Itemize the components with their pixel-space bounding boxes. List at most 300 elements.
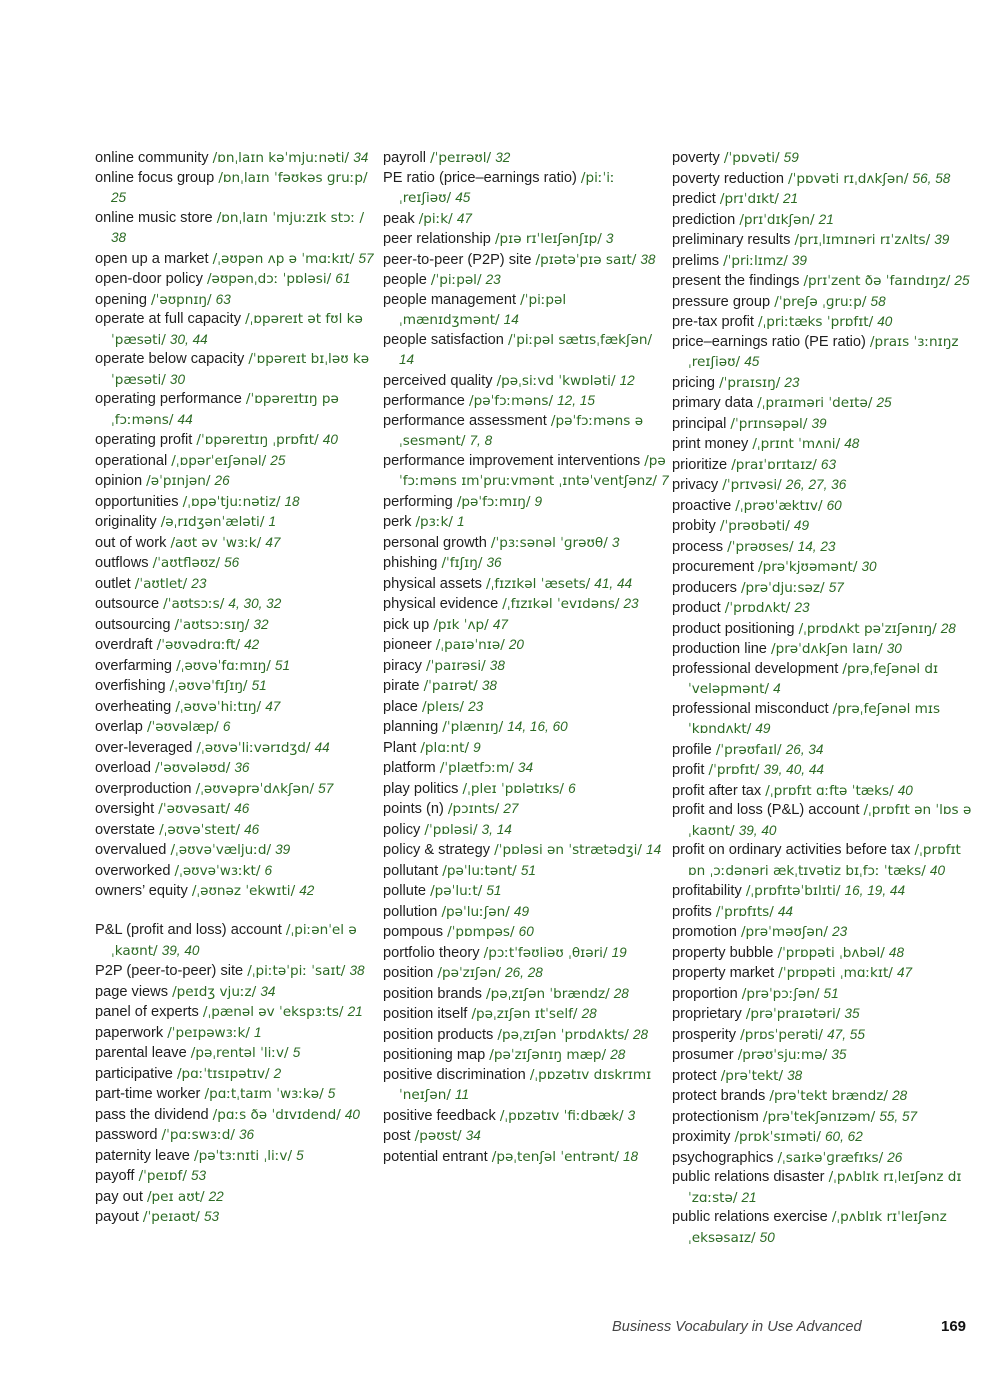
entry-unit-numbers: 51: [823, 985, 839, 1001]
index-entry: [95, 533, 383, 554]
entry-unit-numbers: 49: [793, 518, 810, 533]
index-entry: [95, 169, 383, 209]
entry-unit-numbers: 38: [481, 678, 497, 693]
entry-headword: professional misconduct: [672, 700, 829, 717]
entry-pronunciation: /piːk/: [418, 210, 453, 227]
entry-unit-numbers: 47: [265, 698, 281, 714]
entry-pronunciation: /pəˌzɪʃən ɪtˈself/: [471, 1006, 578, 1022]
index-entry: [95, 512, 383, 533]
entry-pronunciation: /ˈprɒfɪts/: [715, 903, 774, 920]
entry-unit-numbers: 32: [495, 150, 511, 165]
index-entry: [672, 434, 972, 455]
entry-unit-numbers: 34: [353, 150, 369, 165]
index-entry: [383, 533, 671, 554]
entry-headword: play politics: [383, 780, 459, 797]
entry-headword: potential entrant: [383, 1148, 488, 1165]
entry-unit-numbers: 51: [274, 657, 291, 673]
index-entry: [672, 881, 972, 902]
index-entry: [383, 615, 671, 636]
entry-unit-numbers: 12, 15: [557, 393, 595, 408]
index-entry: [95, 1187, 383, 1208]
entry-unit-numbers: 3, 14: [481, 821, 512, 837]
entry-unit-numbers: 47: [896, 965, 913, 980]
index-entry: [672, 1168, 972, 1208]
entry-pronunciation: /ɒnˌlaɪn ˈfəʊkəs ɡruːp/: [218, 169, 368, 186]
entry-headword: operating performance: [95, 391, 242, 407]
entry-pronunciation: /pɪk ˈʌp/: [433, 616, 489, 633]
entry-headword: producers: [672, 579, 737, 596]
index-entry: [383, 676, 671, 697]
entry-headword: pollutant: [383, 862, 439, 879]
index-entry: [95, 209, 383, 249]
entry-pronunciation: /ˌpleɪ ˈpɒlətɪks/: [462, 780, 565, 797]
entry-headword: opinion: [95, 473, 143, 489]
entry-pronunciation: /prəˈpraɪətəri/: [745, 1006, 841, 1022]
entry-headword: open-door policy: [95, 271, 203, 287]
entry-headword: payout: [95, 1209, 139, 1225]
entry-unit-numbers: 51: [251, 678, 267, 693]
entry-unit-numbers: 4: [773, 681, 781, 696]
entry-pronunciation: /ˈplænɪŋ/: [442, 719, 504, 735]
entry-headword: pirate: [383, 678, 420, 694]
entry-unit-numbers: 39: [811, 415, 827, 431]
entry-headword: peak: [383, 210, 415, 227]
entry-headword: proactive: [672, 497, 732, 514]
entry-headword: oversight: [95, 801, 155, 817]
index-entry: [95, 350, 383, 390]
entry-headword: online focus group: [95, 169, 215, 186]
index-column-2: [383, 148, 671, 1167]
entry-unit-numbers: 1: [457, 514, 465, 529]
entry-pronunciation: /ˈpeɪpəwɜːk/: [167, 1024, 250, 1041]
entry-headword: price–earnings ratio (PE ratio): [672, 333, 866, 350]
entry-pronunciation: /ˌpɒzətɪv dɪskrɪmɪˈneɪʃən/: [399, 1066, 652, 1103]
index-entry: [672, 251, 972, 272]
index-entry: [95, 861, 383, 882]
entry-headword: pay out: [95, 1188, 143, 1205]
entry-unit-numbers: 28: [613, 985, 629, 1001]
entry-headword: product: [672, 600, 721, 616]
entry-headword: piracy: [383, 657, 422, 674]
entry-headword: procurement: [672, 559, 754, 575]
index-entry: [95, 1166, 383, 1187]
index-entry: [383, 452, 671, 492]
entry-unit-numbers: 56: [224, 555, 240, 570]
entry-unit-numbers: 39, 40, 44: [763, 762, 824, 777]
index-entry: [672, 1004, 972, 1025]
entry-pronunciation: /pəˌzɪʃən ˈbrændz/: [486, 985, 610, 1002]
entry-pronunciation: /ˈɒpəreɪt bɪˌləʊ kəˈpæsəti/: [111, 351, 370, 388]
entry-pronunciation: /ˌpʌblɪk rɪˌleɪʃənz dɪˈzɑːstə/: [688, 1169, 962, 1206]
index-entry: [95, 148, 383, 169]
index-entry: [95, 1064, 383, 1085]
entry-unit-numbers: 32: [253, 616, 269, 632]
entry-pronunciation: /prəˌfeʃənəl dɪˈveləpmənt/: [688, 660, 939, 697]
entry-headword: profile: [672, 741, 712, 758]
entry-headword: pompous: [383, 924, 444, 940]
entry-pronunciation: /pɪətəˈpɪə saɪt/: [535, 251, 637, 268]
index-entry: [95, 451, 383, 472]
entry-headword: present the findings: [672, 273, 800, 289]
index-entry: [672, 537, 972, 558]
entry-unit-numbers: 26, 27, 36: [785, 477, 847, 492]
index-entry: [95, 799, 383, 820]
entry-unit-numbers: 20: [508, 637, 524, 652]
entry-headword: overdraft: [95, 637, 153, 653]
entry-headword: protectionism: [672, 1108, 759, 1125]
index-entry: [672, 1148, 972, 1169]
entry-unit-numbers: 57: [358, 250, 374, 266]
entry-unit-numbers: 23: [784, 374, 800, 390]
entry-pronunciation: /ˌəʊvəˈwɜːkt/: [174, 862, 261, 879]
index-entry: [672, 1066, 972, 1087]
index-entry: [383, 758, 671, 779]
entry-headword: PE ratio (price–earnings ratio): [383, 169, 577, 186]
entry-pronunciation: /ˈplætfɔːm/: [439, 760, 514, 776]
entry-pronunciation: /ˈɒpəreɪtɪŋ pəˌfɔːməns/: [111, 391, 339, 428]
index-entry: [672, 373, 972, 394]
entry-pronunciation: /pɔːtˈfəʊliəʊ ˌθɪəri/: [483, 944, 608, 961]
entry-pronunciation: /aʊt əv ˈwɜːk/: [170, 534, 262, 551]
entry-unit-numbers: 28: [632, 1026, 649, 1042]
section-gap: [95, 902, 383, 922]
entry-pronunciation: /ˈpeɪaʊt/: [142, 1209, 200, 1225]
entry-unit-numbers: 38: [489, 657, 505, 673]
index-entry: [383, 1045, 671, 1066]
index-entry: [95, 1023, 383, 1044]
index-entry: [95, 758, 383, 779]
index-entry: [672, 557, 972, 578]
entry-pronunciation: /ˌɒpəˈtjuːnətiz/: [182, 493, 281, 510]
entry-headword: positioning map: [383, 1047, 486, 1063]
entry-pronunciation: /ɒnˌlaɪn kəˈmjuːnəti/: [212, 150, 350, 166]
index-entry: [95, 574, 383, 595]
entry-headword: perceived quality: [383, 372, 493, 389]
entry-headword: part-time worker: [95, 1086, 201, 1102]
entry-unit-numbers: 35: [831, 1047, 847, 1062]
entry-headword: portfolio theory: [383, 944, 480, 961]
entry-pronunciation: /ˈprɒdʌkt/: [724, 600, 791, 616]
entry-unit-numbers: 42: [244, 637, 260, 652]
entry-unit-numbers: 26, 28: [505, 965, 543, 980]
entry-headword: operate at full capacity: [95, 311, 242, 327]
entry-pronunciation: /ˌpʌblɪk rɪˈleɪʃənz ˌeksəsaɪz/: [688, 1209, 947, 1246]
entry-unit-numbers: 48: [844, 436, 860, 451]
index-entry: [95, 697, 383, 718]
entry-pronunciation: /pəˈfɔːməns ɪmˈpruːvmənt ˌɪntəˈventʃənz/: [399, 452, 666, 489]
entry-headword: opportunities: [95, 493, 179, 510]
index-entry: [672, 963, 972, 984]
index-entry: [383, 820, 671, 841]
entry-pronunciation: /əʊpənˌdɔː ˈpɒləsi/: [206, 271, 332, 287]
index-entry: [95, 594, 383, 615]
index-entry: [383, 229, 671, 250]
entry-headword: people management: [383, 291, 517, 308]
entry-pronunciation: /pəˌrentəl ˈliːv/: [190, 1045, 289, 1061]
entry-unit-numbers: 16, 19, 44: [844, 883, 905, 898]
entry-pronunciation: /pəˌsiːvd ˈkwɒləti/: [496, 372, 616, 389]
entry-headword: product positioning: [672, 620, 795, 637]
entry-headword: outlet: [95, 575, 131, 592]
entry-unit-numbers: 36: [238, 1127, 255, 1142]
entry-pronunciation: /ˈpaɪrət/: [423, 678, 478, 694]
entry-headword: opening: [95, 291, 147, 308]
entry-headword: process: [672, 538, 724, 555]
entry-unit-numbers: 7: [661, 473, 669, 488]
entry-pronunciation: /ˈpraɪsɪŋ/: [719, 374, 781, 391]
entry-headword: prosumer: [672, 1047, 734, 1063]
index-entry: [383, 799, 671, 820]
entry-unit-numbers: 30: [886, 641, 902, 656]
index-entry: [672, 619, 972, 640]
entry-pronunciation: /ˌpænəl əv ˈekspɜːts/: [202, 1004, 344, 1020]
entry-pronunciation: /prɪˌlɪmɪnəri rɪˈzʌlts/: [794, 232, 931, 248]
entry-headword: poverty: [672, 150, 720, 166]
entry-headword: payroll: [383, 150, 426, 166]
entry-headword: pick up: [383, 616, 430, 633]
entry-headword: open up a market: [95, 250, 209, 267]
entry-unit-numbers: 49: [513, 903, 530, 919]
entry-unit-numbers: 1: [268, 514, 277, 529]
entry-unit-numbers: 47, 55: [827, 1026, 865, 1042]
entry-headword: pressure group: [672, 293, 771, 310]
entry-pronunciation: /pleɪs/: [421, 698, 465, 715]
entry-pronunciation: /ˌəʊvəˈfɑːmɪŋ/: [176, 657, 271, 674]
index-entry: [95, 269, 383, 290]
entry-unit-numbers: 44: [177, 411, 193, 427]
entry-pronunciation: /ˈpɑːswɜːd/: [161, 1127, 235, 1143]
entry-pronunciation: /ˌɒpərˈeɪʃənəl/: [171, 452, 267, 469]
entry-headword: pioneer: [383, 637, 432, 653]
entry-unit-numbers: 44: [777, 903, 793, 919]
entry-unit-numbers: 28: [892, 1088, 908, 1103]
entry-unit-numbers: 6: [222, 719, 231, 734]
index-entry: [383, 656, 671, 677]
entry-pronunciation: /ˌpaɪəˈnɪə/: [435, 637, 505, 653]
index-entry: [95, 492, 383, 513]
entry-headword: predict: [672, 191, 716, 207]
entry-unit-numbers: 26: [887, 1149, 903, 1165]
index-entry: [95, 982, 383, 1003]
entry-headword: physical assets: [383, 575, 482, 592]
index-entry: [383, 391, 671, 412]
entry-pronunciation: /ˈəʊvəlæp/: [146, 719, 219, 735]
entry-unit-numbers: 25: [111, 190, 127, 205]
entry-pronunciation: /ˈprɪvəsi/: [722, 477, 782, 493]
entry-unit-numbers: 39: [791, 252, 807, 268]
index-entry: [383, 1126, 671, 1147]
entry-headword: people satisfaction: [383, 331, 504, 348]
entry-headword: proximity: [672, 1129, 731, 1145]
entry-pronunciation: /prəˈpɔːʃən/: [741, 985, 820, 1002]
entry-unit-numbers: 28: [610, 1047, 626, 1062]
index-entry: [672, 740, 972, 761]
index-entry: [95, 249, 383, 270]
entry-headword: position brands: [383, 985, 482, 1002]
entry-unit-numbers: 39: [934, 232, 950, 247]
entry-pronunciation: /ˈprɒpəti ˌmɑːkɪt/: [778, 965, 893, 981]
entry-headword: physical evidence: [383, 596, 499, 612]
entry-unit-numbers: 28: [581, 1006, 597, 1021]
entry-headword: profit on ordinary activities before tax: [672, 842, 911, 858]
entry-unit-numbers: 21: [818, 211, 834, 227]
entry-pronunciation: /pɜːk/: [415, 514, 453, 530]
index-entry: [672, 1045, 972, 1066]
entry-headword: prediction: [672, 211, 736, 228]
entry-pronunciation: /ˌpiːtəˈpiː ˈsaɪt/: [247, 963, 346, 979]
entry-pronunciation: /prəˈtekʃənɪzəm/: [762, 1108, 876, 1125]
entry-headword: points (n): [383, 801, 444, 817]
index-column-3: [672, 148, 972, 1248]
entry-headword: online community: [95, 150, 209, 166]
entry-unit-numbers: 40: [322, 432, 338, 447]
index-entry: [95, 717, 383, 738]
entry-headword: overproduction: [95, 780, 192, 797]
entry-pronunciation: /ˌpɒzətɪv ˈfiːdbæk/: [499, 1107, 624, 1124]
entry-pronunciation: /əˌrɪdʒənˈæləti/: [160, 514, 265, 530]
entry-headword: primary data: [672, 395, 754, 411]
entry-pronunciation: /peɪdʒ vjuːz/: [172, 983, 257, 1000]
entry-unit-numbers: 49: [755, 721, 771, 736]
entry-unit-numbers: 6: [568, 780, 576, 796]
entry-pronunciation: /pɑːˈtɪsɪpətɪv/: [176, 1065, 270, 1082]
entry-headword: overheating: [95, 698, 172, 715]
index-entry: [95, 310, 383, 350]
footer-page-number: 169: [941, 1318, 967, 1335]
entry-unit-numbers: 7, 8: [469, 433, 493, 448]
index-entry: [672, 1086, 972, 1107]
entry-headword: property market: [672, 965, 775, 981]
entry-pronunciation: /ˈprɒpəti ˌbʌbəl/: [777, 944, 885, 961]
entry-unit-numbers: 34: [465, 1128, 481, 1143]
index-entry: [95, 1043, 383, 1064]
index-entry: [383, 1025, 671, 1046]
entry-pronunciation: /ˈpiːpəl ˌmænɪdʒmənt/: [399, 291, 567, 328]
entry-headword: panel of experts: [95, 1004, 199, 1020]
entry-headword: page views: [95, 983, 169, 1000]
index-entry: [383, 635, 671, 656]
entry-pronunciation: /prɪˈzent ðə ˈfaɪndɪŋz/: [803, 273, 951, 289]
entry-headword: privacy: [672, 477, 719, 493]
entry-pronunciation: /ˌprɒdʌkt pəˈzɪʃənɪŋ/: [798, 620, 937, 637]
entry-unit-numbers: 38: [349, 963, 365, 978]
entry-headword: P&L (profit and loss) account: [95, 922, 282, 938]
entry-headword: profit after tax: [672, 782, 762, 799]
index-entry: [672, 902, 972, 923]
entry-pronunciation: /ˌəʊvəˈfɪʃɪŋ/: [169, 678, 248, 694]
entry-pronunciation: /prɪˈdɪkʃən/: [739, 211, 815, 228]
entry-headword: pollute: [383, 883, 427, 899]
entry-unit-numbers: 41, 44: [594, 575, 633, 591]
entry-headword: preliminary results: [672, 232, 791, 248]
entry-unit-numbers: 21: [741, 1189, 757, 1205]
index-entry: [95, 779, 383, 800]
entry-unit-numbers: 14: [646, 842, 662, 857]
index-entry: [672, 781, 972, 802]
index-entry: [95, 676, 383, 697]
entry-unit-numbers: 21: [783, 191, 799, 206]
entry-headword: protect: [672, 1067, 717, 1084]
entry-pronunciation: /ˈaʊtlet/: [134, 575, 188, 592]
index-entry: [672, 578, 972, 599]
entry-headword: participative: [95, 1065, 173, 1082]
entry-headword: planning: [383, 719, 439, 735]
index-entry: [672, 841, 972, 881]
entry-headword: performance assessment: [383, 412, 547, 429]
entry-unit-numbers: 50: [759, 1229, 775, 1245]
index-entry: [95, 471, 383, 492]
entry-headword: phishing: [383, 555, 438, 571]
entry-pronunciation: /ˈəʊpnɪŋ/: [151, 291, 212, 308]
entry-pronunciation: /pɔɪnts/: [447, 801, 500, 817]
entry-headword: prelims: [672, 252, 720, 269]
entry-pronunciation: /ˌfɪzɪkəl ˈevɪdəns/: [502, 596, 620, 612]
entry-unit-numbers: 34: [517, 760, 534, 775]
index-entry: [383, 270, 671, 291]
entry-unit-numbers: 14: [399, 352, 415, 367]
entry-pronunciation: /ˈpɒmpəs/: [447, 924, 515, 940]
index-entry: [672, 292, 972, 313]
entry-pronunciation: /plɑːnt/: [420, 739, 470, 756]
entry-pronunciation: /ˈpɒvəti rɪˌdʌkʃən/: [788, 170, 909, 187]
entry-pronunciation: /ˈpriːlɪmz/: [723, 252, 788, 269]
entry-headword: people: [383, 272, 427, 288]
entry-unit-numbers: 39: [275, 842, 291, 857]
entry-headword: overfarming: [95, 657, 173, 674]
entry-unit-numbers: 51: [520, 862, 536, 878]
entry-pronunciation: /pəʊst/: [414, 1128, 462, 1144]
entry-unit-numbers: 57: [318, 780, 334, 796]
entry-pronunciation: /praɪˈɒrɪtaɪz/: [731, 456, 817, 473]
index-entry: [95, 1002, 383, 1023]
entry-headword: overstate: [95, 821, 156, 838]
index-entry: [672, 1208, 972, 1248]
entry-headword: parental leave: [95, 1045, 187, 1061]
entry-headword: professional development: [672, 660, 839, 677]
entry-headword: positive feedback: [383, 1107, 496, 1124]
entry-pronunciation: /ɒnˌlaɪn ˈmjuːzɪk stɔː /: [216, 209, 365, 226]
index-entry: [672, 1025, 972, 1046]
index-entry: [672, 414, 972, 435]
entry-headword: pass the dividend: [95, 1106, 209, 1123]
entry-pronunciation: /ˌəʊvəprəˈdʌkʃən/: [195, 780, 315, 797]
index-entry: [95, 738, 383, 759]
entry-unit-numbers: 34: [260, 983, 276, 999]
index-entry: [95, 881, 383, 902]
entry-unit-numbers: 23: [832, 924, 848, 939]
entry-unit-numbers: 60: [518, 924, 534, 939]
index-entry: [383, 1147, 671, 1168]
index-entry: [95, 290, 383, 311]
entry-headword: profit and loss (P&L) account: [672, 802, 860, 818]
entry-unit-numbers: 45: [744, 354, 760, 369]
entry-pronunciation: /prəˈtekt/: [720, 1067, 784, 1084]
entry-pronunciation: /ˈpaɪrəsi/: [426, 657, 486, 674]
index-entry: [672, 1127, 972, 1148]
entry-unit-numbers: 28: [940, 620, 956, 636]
index-entry: [383, 840, 671, 861]
entry-pronunciation: /ˌəʊvəˈvæljuːd/: [170, 842, 272, 858]
entry-unit-numbers: 40: [877, 314, 893, 329]
index-entry: [672, 210, 972, 231]
entry-pronunciation: /pəˈtɜːnɪti ˌliːv/: [193, 1147, 293, 1164]
index-entry: [95, 820, 383, 841]
entry-unit-numbers: 6: [264, 862, 273, 878]
entry-pronunciation: /ˌprɒfɪt ən ˈlɒs əˌkaʊnt/: [688, 802, 972, 839]
entry-unit-numbers: 14, 16, 60: [507, 719, 568, 734]
entry-headword: promotion: [672, 924, 737, 940]
entry-pronunciation: /pɑːs ðə ˈdɪvɪdend/: [212, 1106, 341, 1123]
